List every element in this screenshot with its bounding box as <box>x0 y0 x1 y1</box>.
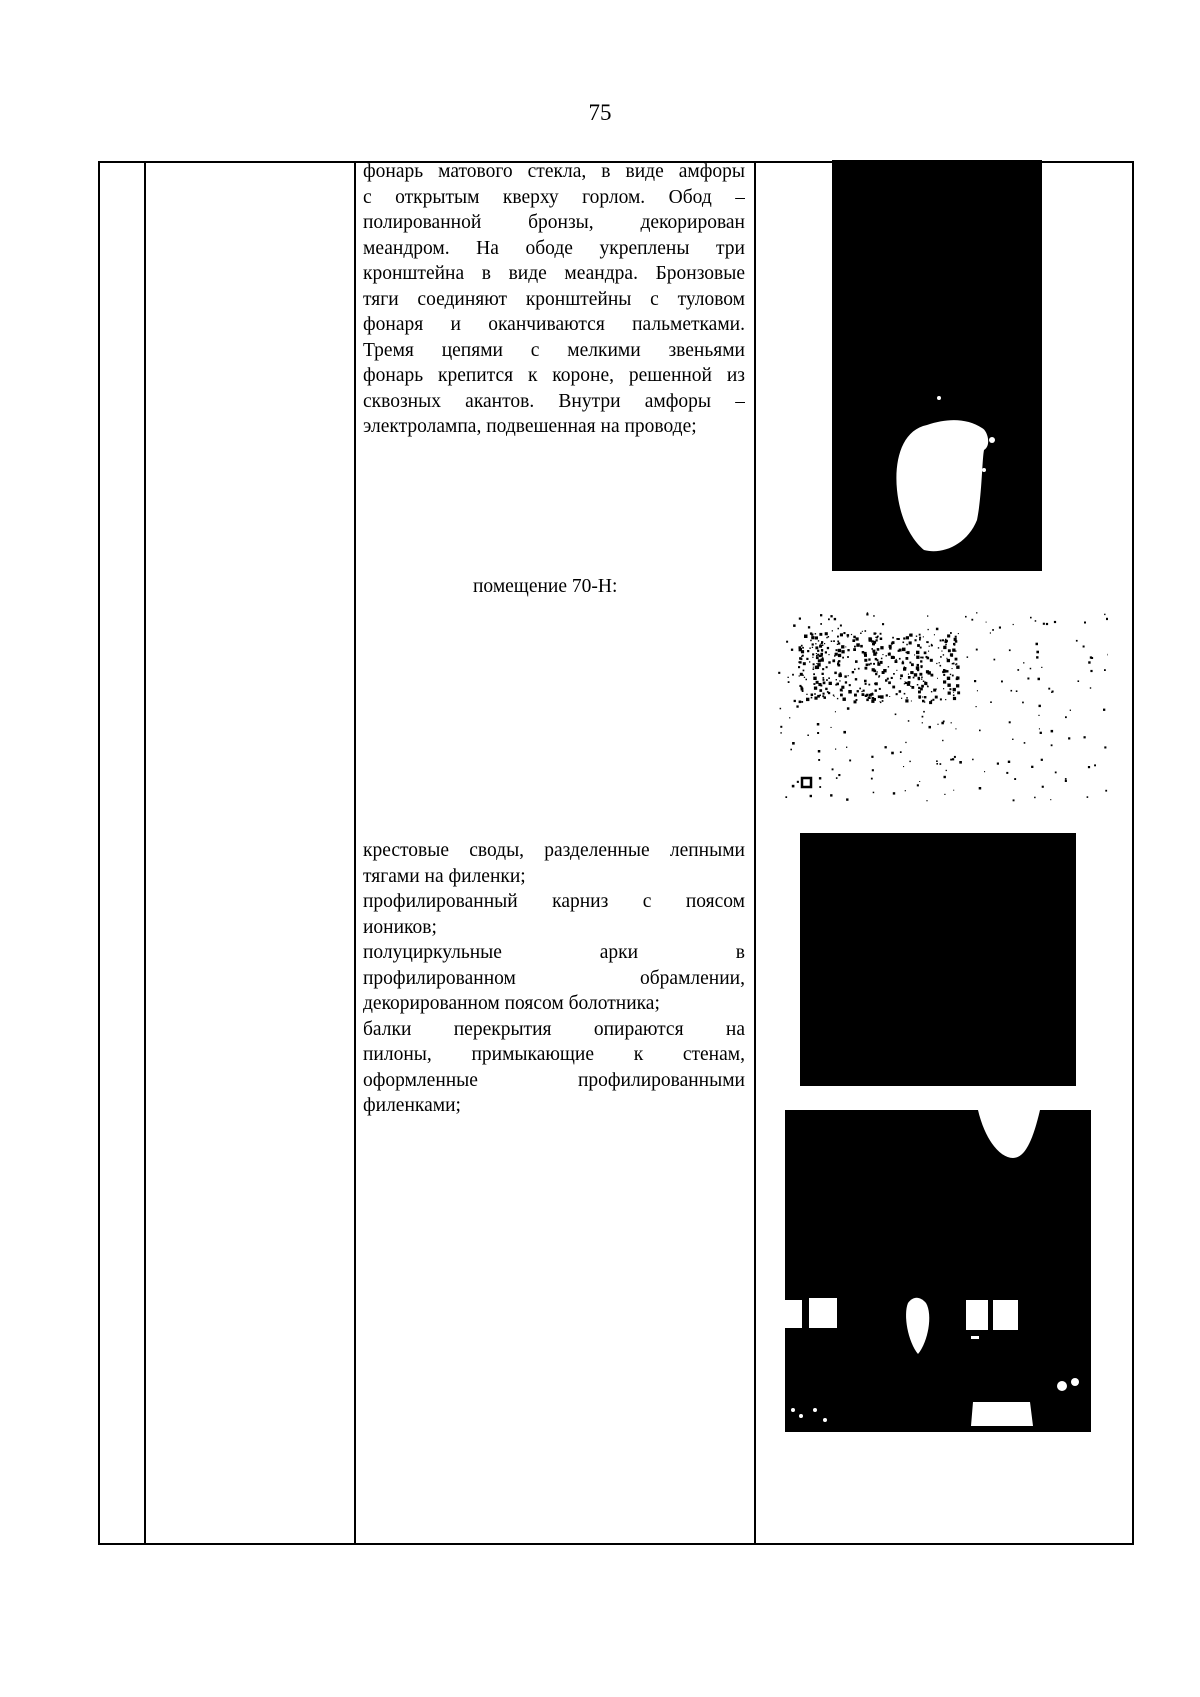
ceiling-photo-faded <box>778 612 1108 812</box>
text-line: Тремя цепями с мелкими звеньями <box>363 339 745 361</box>
text-line: полуциркульные арки в <box>363 942 745 963</box>
text-line: тягами на филенки; <box>363 865 526 887</box>
text-line: кронштейна в виде меандра. Бронзовые <box>363 263 745 284</box>
table-column-divider-1 <box>144 163 146 1543</box>
text-line: меандром. На ободе укреплены три <box>363 237 745 259</box>
vaults-photo <box>800 833 1076 1086</box>
room-description <box>363 838 745 1119</box>
text-line: фонарь матового стекла, в виде амфоры <box>363 161 745 182</box>
text-line: декорированном поясом болотника; <box>363 993 660 1014</box>
text-line: электролампа, подвешенная на проводе; <box>363 416 697 437</box>
page-number: 75 <box>588 100 612 125</box>
text-line: пилоны, примыкающие к стенам, <box>363 1044 745 1065</box>
text-line: фонаря и оканчиваются пальметками. <box>363 314 745 335</box>
text-line: иоников; <box>363 916 437 938</box>
interior-photo <box>785 1110 1091 1432</box>
lantern-description <box>363 159 745 440</box>
text-line: профилированном обрамлении, <box>363 967 745 989</box>
room-caption: помещение 70-Н: <box>473 576 618 597</box>
faded-photo-speckle <box>778 612 1108 801</box>
text-line: филенками; <box>363 1095 461 1116</box>
text-line: тяги соединяют кронштейны с туловом <box>363 288 745 310</box>
lantern-photo <box>832 160 1042 571</box>
text-line: полированной бронзы, декорирован <box>363 212 745 233</box>
text-line: фонарь крепится к короне, решенной из <box>363 365 745 386</box>
table-column-divider-3 <box>754 163 756 1543</box>
table-column-divider-2 <box>354 163 356 1543</box>
text-line: с открытым кверху горлом. Обод – <box>363 186 745 208</box>
text-line: сквозных акантов. Внутри амфоры – <box>363 390 745 412</box>
text-line: балки перекрытия опираются на <box>363 1018 745 1040</box>
text-line: крестовые своды, разделенные лепными <box>363 840 745 861</box>
text-line: оформленные профилированными <box>363 1069 745 1091</box>
text-line: профилированный карниз с поясом <box>363 891 745 912</box>
